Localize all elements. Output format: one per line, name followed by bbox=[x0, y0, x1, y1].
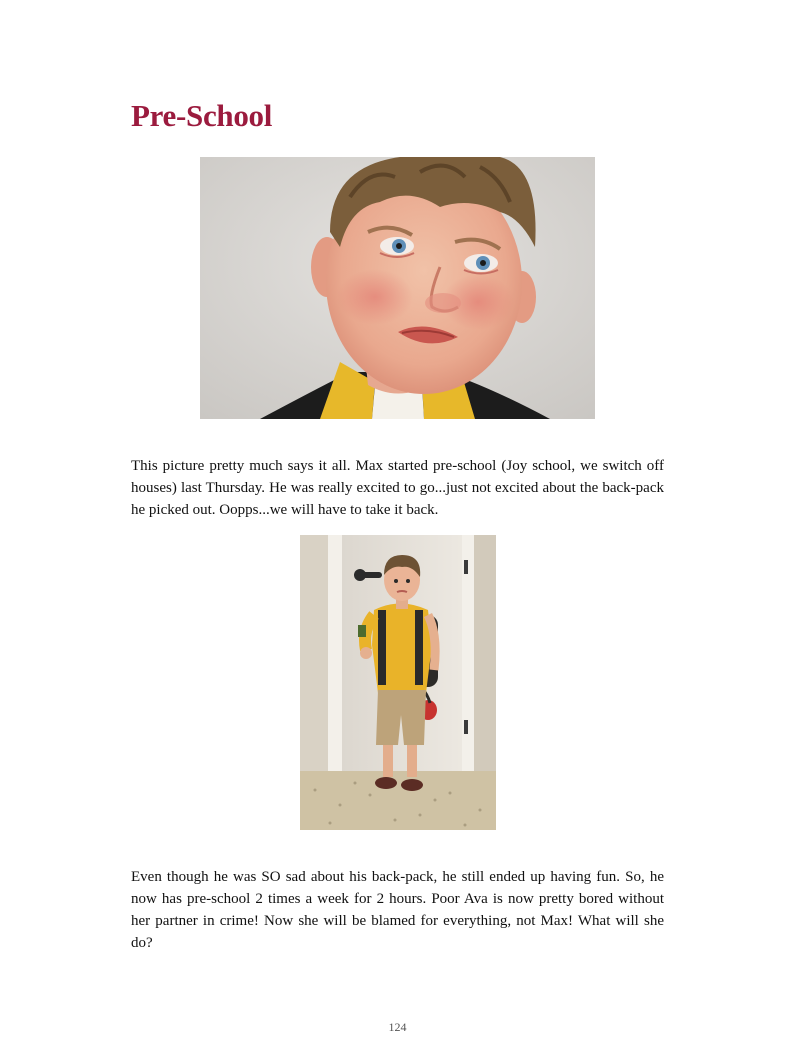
page-number: 124 bbox=[388, 1020, 407, 1034]
boy-with-backpack-photo bbox=[300, 535, 496, 830]
crying-boy-closeup-photo bbox=[200, 157, 595, 419]
body-paragraph: Even though he was SO sad about his back-pack, he still ended up having fun. So, he now has pre-school 2 times a week for 2 hours. Poor Ava is now pretty bored without her partner in crime! Now she will be blamed for everything, not Max! What will she do? bbox=[131, 869, 664, 951]
body-paragraph: This picture pretty much says it all. Max started pre-school (Joy school, we switch off houses) last Thursday. He was really excited to go...just not excited about the back-pack he picked out. Oopps...we will have to take it back. bbox=[131, 458, 664, 518]
page-title: Pre-School bbox=[131, 98, 273, 133]
